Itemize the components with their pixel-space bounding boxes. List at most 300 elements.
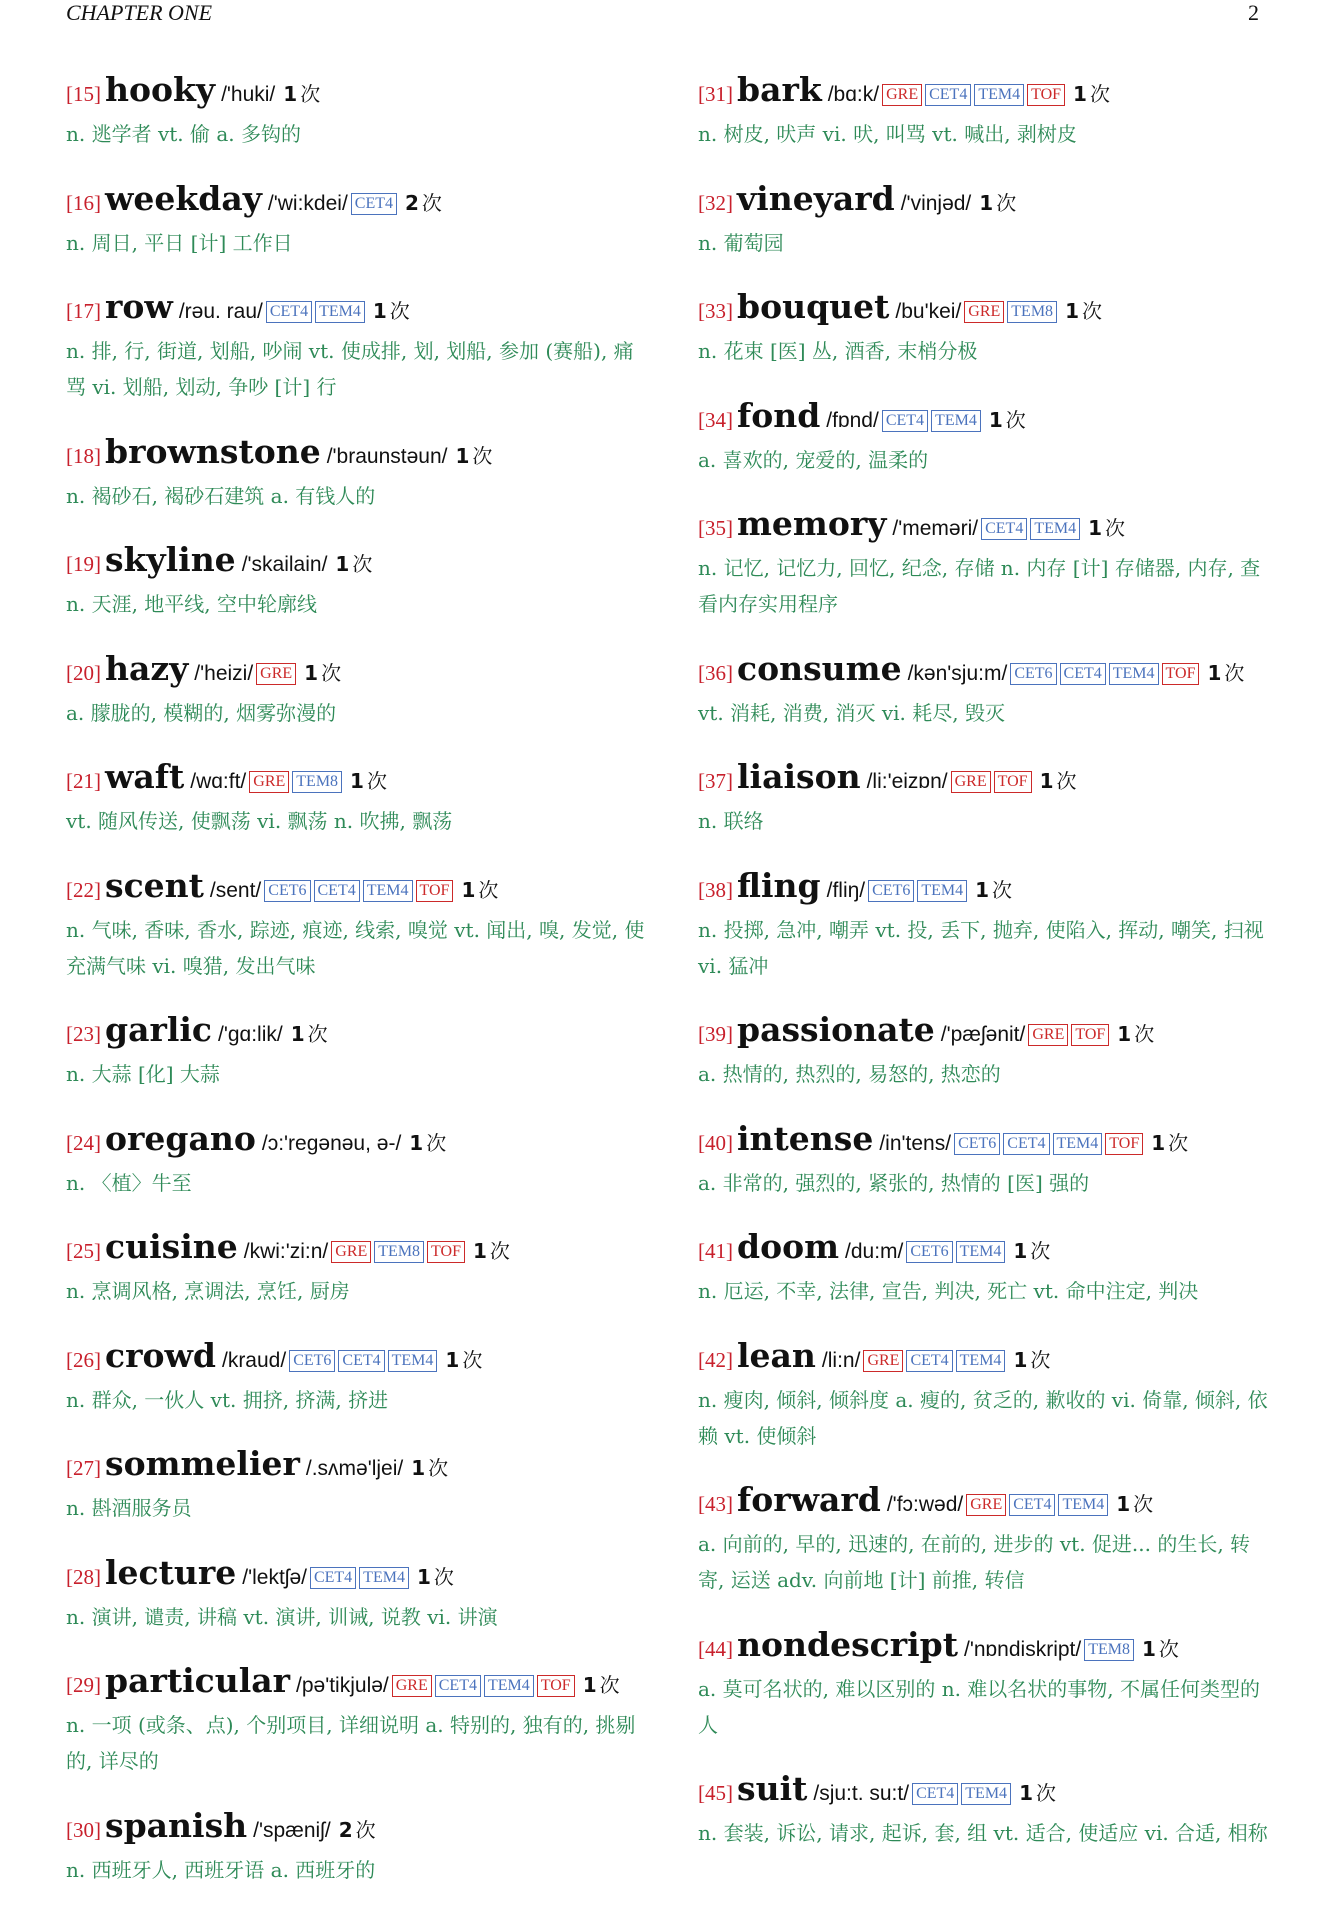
phonetic: /in'tens/ <box>879 1132 952 1155</box>
exam-tag-tem4: TEM4 <box>961 1783 1011 1805</box>
count-unit: 次 <box>1081 299 1102 323</box>
count-unit: 次 <box>472 444 493 468</box>
headword: lecture <box>105 1553 237 1592</box>
entry-number: [31] <box>698 82 733 106</box>
headword: lean <box>737 1336 816 1375</box>
exam-tags <box>961 303 1057 322</box>
vocab-entry <box>698 1336 1276 1454</box>
vocab-entry <box>66 757 646 839</box>
vocab-entry <box>698 1625 1276 1743</box>
phonetic: /bu'kei/ <box>895 300 962 323</box>
exam-tag-cet4: CET4 <box>314 880 360 902</box>
exam-tags <box>1081 1641 1134 1660</box>
phonetic: /'braunstəun/ <box>326 445 448 468</box>
phonetic: /fliŋ/ <box>826 879 866 902</box>
headword: fond <box>737 396 821 435</box>
phonetic: /li:'eizɒn/ <box>866 770 948 793</box>
entry-headline <box>66 287 646 333</box>
occurrence-count: 2 <box>338 1818 353 1842</box>
entry-number: [17] <box>66 299 101 323</box>
entry-number: [43] <box>698 1492 733 1516</box>
entry-headline <box>66 1806 646 1852</box>
phonetic: /pə'tikjulə/ <box>296 1674 389 1697</box>
exam-tag-cet6: CET6 <box>264 880 310 902</box>
entry-headline <box>66 866 646 912</box>
vocab-entry <box>698 504 1276 622</box>
count-unit: 次 <box>1056 769 1077 793</box>
entry-number: [29] <box>66 1673 101 1697</box>
definition: n. 葡萄园 <box>698 231 784 255</box>
entry-headline <box>66 1010 646 1056</box>
exam-tags <box>909 1785 1011 1804</box>
definition: n. 大蒜 [化] 大蒜 <box>66 1062 220 1086</box>
phonetic: /'meməri/ <box>892 517 979 540</box>
exam-tag-cet4: CET4 <box>1003 1133 1049 1155</box>
exam-tag-cet4: CET4 <box>981 518 1027 540</box>
entry-headline <box>66 1661 646 1707</box>
occurrence-count: 1 <box>1142 1637 1156 1661</box>
entry-headline <box>698 1119 1276 1165</box>
headword: scent <box>105 866 204 905</box>
count-unit: 次 <box>1030 1239 1051 1263</box>
headword: cuisine <box>105 1227 238 1266</box>
exam-tags <box>253 665 296 684</box>
vocab-entry <box>66 1010 646 1092</box>
phonetic: /sent/ <box>209 879 262 902</box>
vocab-entry <box>698 1769 1276 1851</box>
phonetic: /wɑ:ft/ <box>190 770 247 793</box>
entry-number: [37] <box>698 769 733 793</box>
exam-tag-tof: TOF <box>1071 1024 1109 1046</box>
occurrence-count: 2 <box>405 191 419 215</box>
entry-number: [23] <box>66 1022 101 1046</box>
exam-tag-cet6: CET6 <box>954 1133 1000 1155</box>
phonetic: /kən'sju:m/ <box>907 662 1008 685</box>
count-unit: 次 <box>421 191 442 215</box>
vocab-entry <box>66 1119 646 1201</box>
definition: a. 莫可名状的, 难以区别的 n. 难以名状的事物, 不属任何类型的人 <box>698 1677 1261 1737</box>
exam-tags <box>261 882 453 901</box>
entry-number: [18] <box>66 444 101 468</box>
definition: n. 记忆, 记忆力, 回忆, 纪念, 存储 n. 内存 [计] 存储器, 内存, 查看内存实用程序 <box>698 556 1261 616</box>
headword: fling <box>737 866 821 905</box>
definition: n. 排, 行, 街道, 划船, 吵闹 vt. 使成排, 划, 划船, 参加 (赛船), 痛骂 vi. 划船, 划动, 争吵 [计] 行 <box>66 339 634 399</box>
exam-tag-gre: GRE <box>966 1494 1006 1516</box>
vocab-entry <box>66 1661 646 1779</box>
phonetic: /kraud/ <box>221 1349 287 1372</box>
headword: bouquet <box>737 287 890 326</box>
phonetic: /kwi:'zi:n/ <box>243 1240 329 1263</box>
exam-tags <box>978 520 1080 539</box>
headword: brownstone <box>105 432 321 471</box>
exam-tags <box>860 1352 1005 1371</box>
exam-tag-tof: TOF <box>427 1241 465 1263</box>
definition: n. 周日, 平日 [计] 工作日 <box>66 231 293 255</box>
definition: n. 演讲, 谴责, 讲稿 vt. 演讲, 训诫, 说教 vi. 讲演 <box>66 1605 498 1629</box>
count-unit: 次 <box>352 552 373 576</box>
vocab-entry <box>66 1227 646 1309</box>
count-unit: 次 <box>996 191 1017 215</box>
entry-headline <box>66 1119 646 1165</box>
occurrence-count: 1 <box>1088 516 1103 540</box>
count-unit: 次 <box>1030 1348 1051 1372</box>
exam-tags <box>948 773 1032 792</box>
phonetic: /'wi:kdei/ <box>267 192 348 215</box>
occurrence-count: 1 <box>372 299 387 323</box>
headword: doom <box>737 1227 840 1266</box>
exam-tags <box>865 882 967 901</box>
entry-number: [38] <box>698 878 733 902</box>
entry-number: [21] <box>66 769 101 793</box>
headword: hazy <box>105 649 189 688</box>
entry-number: [16] <box>66 191 101 215</box>
definition: n. 树皮, 吠声 vi. 吠, 叫骂 vt. 喊出, 剥树皮 <box>698 122 1077 146</box>
exam-tag-tof: TOF <box>994 771 1032 793</box>
headword: bark <box>737 70 822 109</box>
exam-tags <box>328 1243 465 1262</box>
definition: n. 斟酒服务员 <box>66 1496 192 1520</box>
definition: n. 厄运, 不幸, 法律, 宣告, 判决, 死亡 vt. 命中注定, 判决 <box>698 1279 1199 1303</box>
count-unit: 次 <box>389 299 410 323</box>
headword: nondescript <box>737 1625 958 1664</box>
exam-tag-cet4: CET4 <box>1009 1494 1055 1516</box>
headword: waft <box>105 757 185 796</box>
vocab-entry <box>66 649 646 731</box>
vocab-entry <box>66 70 646 152</box>
exam-tag-tem4: TEM4 <box>1109 663 1159 685</box>
exam-tag-gre: GRE <box>863 1350 903 1372</box>
entry-headline <box>66 1227 646 1273</box>
vocab-entry <box>698 866 1276 984</box>
vocab-entry <box>698 1119 1276 1201</box>
definition: n. 花束 [医] 丛, 酒香, 末梢分极 <box>698 339 978 363</box>
count-unit: 次 <box>1158 1637 1179 1661</box>
phonetic: /fɒnd/ <box>826 409 879 432</box>
count-unit: 次 <box>428 1456 449 1480</box>
entry-headline <box>66 179 646 225</box>
exam-tag-tem4: TEM4 <box>484 1675 534 1697</box>
headword: oregano <box>105 1119 256 1158</box>
count-unit: 次 <box>1105 516 1126 540</box>
vocab-entry <box>698 70 1276 152</box>
vocab-entry <box>698 757 1276 839</box>
exam-tags <box>951 1135 1143 1154</box>
occurrence-count: 1 <box>290 1022 305 1046</box>
exam-tag-tem4: TEM4 <box>956 1350 1006 1372</box>
exam-tag-cet4: CET4 <box>906 1350 952 1372</box>
headword: hooky <box>105 70 216 109</box>
entry-headline <box>698 1336 1276 1382</box>
exam-tag-cet4: CET4 <box>1060 663 1106 685</box>
entry-number: [36] <box>698 661 733 685</box>
vocab-entry <box>66 432 646 514</box>
occurrence-count: 1 <box>350 769 364 793</box>
chapter-title: CHAPTER ONE <box>66 0 213 25</box>
headword: forward <box>737 1480 881 1519</box>
occurrence-count: 1 <box>1013 1348 1028 1372</box>
entry-headline <box>66 757 646 803</box>
entry-headline <box>66 1336 646 1382</box>
exam-tags <box>348 195 397 214</box>
vocab-entry <box>66 287 646 405</box>
occurrence-count: 1 <box>1207 661 1222 685</box>
count-unit: 次 <box>1134 1022 1155 1046</box>
entry-headline <box>698 649 1276 695</box>
entry-number: [19] <box>66 552 101 576</box>
vocab-entry <box>698 287 1276 369</box>
phonetic: /'nɒndiskript/ <box>963 1638 1082 1661</box>
phonetic: /'gɑ:lik/ <box>218 1023 283 1046</box>
occurrence-count: 1 <box>304 661 319 685</box>
count-unit: 次 <box>366 769 387 793</box>
exam-tags <box>389 1677 575 1696</box>
occurrence-count: 1 <box>411 1456 426 1480</box>
count-unit: 次 <box>1089 82 1110 106</box>
occurrence-count: 1 <box>445 1348 460 1372</box>
exam-tags <box>903 1243 1005 1262</box>
count-unit: 次 <box>300 82 321 106</box>
occurrence-count: 1 <box>988 408 1003 432</box>
definition: n. 西班牙人, 西班牙语 a. 西班牙的 <box>66 1858 376 1882</box>
entry-number: [41] <box>698 1239 733 1263</box>
entry-headline <box>66 540 646 586</box>
vocab-entry <box>66 1806 646 1888</box>
exam-tag-cet4: CET4 <box>266 301 312 323</box>
occurrence-count: 1 <box>416 1565 431 1589</box>
occurrence-count: 1 <box>1151 1131 1166 1155</box>
headword: particular <box>105 1661 291 1700</box>
vocab-entry <box>698 1010 1276 1092</box>
headword: memory <box>737 504 887 543</box>
definition: n. 一项 (或条、点), 个别项目, 详细说明 a. 特别的, 独有的, 挑剔的, 详尽的 <box>66 1713 636 1773</box>
entry-headline <box>66 649 646 695</box>
entry-headline <box>698 504 1276 550</box>
exam-tag-gre: GRE <box>331 1241 371 1263</box>
phonetic: /'vinjəd/ <box>900 192 972 215</box>
exam-tag-cet4: CET4 <box>435 1675 481 1697</box>
headword: liaison <box>737 757 861 796</box>
exam-tag-cet4: CET4 <box>912 1783 958 1805</box>
exam-tag-tem8: TEM8 <box>374 1241 424 1263</box>
vocab-entry <box>66 179 646 261</box>
exam-tag-tof: TOF <box>537 1675 575 1697</box>
exam-tag-gre: GRE <box>882 84 922 106</box>
definition: n. 天涯, 地平线, 空中轮廓线 <box>66 592 318 616</box>
entry-number: [33] <box>698 299 733 323</box>
count-unit: 次 <box>1133 1492 1154 1516</box>
exam-tag-gre: GRE <box>392 1675 432 1697</box>
definition: vt. 随风传送, 使飘荡 vi. 飘荡 n. 吹拂, 飘荡 <box>66 809 453 833</box>
exam-tags <box>307 1569 409 1588</box>
occurrence-count: 1 <box>335 552 350 576</box>
entry-headline <box>698 1010 1276 1056</box>
entry-number: [28] <box>66 1565 101 1589</box>
entry-headline <box>698 1227 1276 1273</box>
vocab-entry <box>66 1444 646 1526</box>
definition: a. 喜欢的, 宠爱的, 温柔的 <box>698 448 929 472</box>
entry-headline <box>698 396 1276 442</box>
exam-tag-tem4: TEM4 <box>974 84 1024 106</box>
phonetic: /'skailain/ <box>241 553 328 576</box>
count-unit: 次 <box>355 1818 376 1842</box>
phonetic: /'huki/ <box>221 83 276 106</box>
occurrence-count: 1 <box>1116 1492 1131 1516</box>
exam-tag-tem4: TEM4 <box>1030 518 1080 540</box>
definition: a. 热情的, 热烈的, 易怒的, 热恋的 <box>698 1062 1001 1086</box>
entry-headline <box>698 179 1276 225</box>
entry-headline <box>698 866 1276 912</box>
headword: garlic <box>105 1010 213 1049</box>
exam-tag-gre: GRE <box>249 771 289 793</box>
exam-tags <box>263 303 365 322</box>
occurrence-count: 1 <box>1065 299 1079 323</box>
exam-tag-tem8: TEM8 <box>1007 301 1057 323</box>
exam-tag-tem4: TEM4 <box>1058 1494 1108 1516</box>
exam-tag-gre: GRE <box>256 663 296 685</box>
definition: n. 烹调风格, 烹调法, 烹饪, 厨房 <box>66 1279 350 1303</box>
count-unit: 次 <box>478 878 499 902</box>
exam-tags <box>963 1496 1108 1515</box>
entry-number: [34] <box>698 408 733 432</box>
vocab-entry <box>66 1553 646 1635</box>
vocab-entry <box>66 1336 646 1418</box>
phonetic: /'spæniʃ/ <box>253 1819 331 1842</box>
entry-number: [40] <box>698 1131 733 1155</box>
count-unit: 次 <box>1035 1781 1056 1805</box>
headword: consume <box>737 649 902 688</box>
occurrence-count: 1 <box>409 1131 424 1155</box>
headword: vineyard <box>737 179 895 218</box>
occurrence-count: 1 <box>1039 769 1054 793</box>
phonetic: /bɑ:k/ <box>827 83 880 106</box>
definition: n. 套装, 诉讼, 请求, 起诉, 套, 组 vt. 适合, 使适应 vi. 合适, 相称 <box>698 1821 1268 1845</box>
definition: vt. 消耗, 消费, 消灭 vi. 耗尽, 毁灭 <box>698 701 1005 725</box>
exam-tag-gre: GRE <box>1028 1024 1068 1046</box>
count-unit: 次 <box>426 1131 447 1155</box>
phonetic: /rəu. rau/ <box>178 300 263 323</box>
headword: spanish <box>105 1806 248 1845</box>
headword: sommelier <box>105 1444 300 1483</box>
phonetic: /'fɔ:wəd/ <box>886 1493 964 1516</box>
entry-number: [44] <box>698 1637 733 1661</box>
count-unit: 次 <box>1168 1131 1189 1155</box>
phonetic: /'heizi/ <box>194 662 254 685</box>
exam-tag-cet6: CET6 <box>868 880 914 902</box>
definition: n. 气味, 香味, 香水, 踪迹, 痕迹, 线索, 嗅觉 vt. 闻出, 嗅, 发觉, 使充满气味 vi. 嗅猎, 发出气味 <box>66 918 645 978</box>
entry-number: [45] <box>698 1781 733 1805</box>
entry-headline <box>66 70 646 116</box>
exam-tag-tof: TOF <box>416 880 454 902</box>
exam-tag-cet4: CET4 <box>882 410 928 432</box>
exam-tag-gre: GRE <box>951 771 991 793</box>
vocab-entry <box>698 396 1276 478</box>
definition: n. 投掷, 急冲, 嘲弄 vt. 投, 丢下, 抛弃, 使陷入, 挥动, 嘲笑, 扫视 vi. 猛冲 <box>698 918 1264 978</box>
exam-tag-tem4: TEM4 <box>1053 1133 1103 1155</box>
occurrence-count: 1 <box>461 878 476 902</box>
count-unit: 次 <box>992 878 1013 902</box>
headword: intense <box>737 1119 874 1158</box>
definition: a. 非常的, 强烈的, 紧张的, 热情的 [医] 强的 <box>698 1171 1090 1195</box>
exam-tags <box>1025 1026 1109 1045</box>
headword: skyline <box>105 540 236 579</box>
exam-tags <box>246 773 342 792</box>
exam-tags <box>286 1352 437 1371</box>
right-column <box>698 70 1276 1878</box>
occurrence-count: 1 <box>455 444 470 468</box>
exam-tags <box>879 412 981 431</box>
left-column <box>66 70 646 1914</box>
occurrence-count: 1 <box>1117 1022 1132 1046</box>
entry-number: [26] <box>66 1348 101 1372</box>
definition: n. 褐砂石, 褐砂石建筑 a. 有钱人的 <box>66 484 376 508</box>
entry-number: [39] <box>698 1022 733 1046</box>
occurrence-count: 1 <box>283 82 298 106</box>
vocab-entry <box>698 649 1276 731</box>
exam-tag-tem4: TEM4 <box>917 880 967 902</box>
exam-tag-cet6: CET6 <box>289 1350 335 1372</box>
occurrence-count: 1 <box>582 1673 597 1697</box>
entry-number: [42] <box>698 1348 733 1372</box>
exam-tag-tof: TOF <box>1105 1133 1143 1155</box>
entry-number: [24] <box>66 1131 101 1155</box>
entry-headline <box>66 432 646 478</box>
exam-tag-cet4: CET4 <box>351 193 397 215</box>
entry-number: [25] <box>66 1239 101 1263</box>
exam-tag-cet6: CET6 <box>906 1241 952 1263</box>
entry-headline <box>698 1625 1276 1671</box>
exam-tag-tof: TOF <box>1027 84 1065 106</box>
phonetic: /du:m/ <box>845 1240 904 1263</box>
entry-headline <box>66 1444 646 1490</box>
exam-tag-tem4: TEM4 <box>956 1241 1006 1263</box>
phonetic: /'pæʃənit/ <box>940 1023 1026 1046</box>
exam-tag-tof: TOF <box>1162 663 1200 685</box>
entry-number: [30] <box>66 1818 101 1842</box>
entry-number: [32] <box>698 191 733 215</box>
phonetic: /sju:t. su:t/ <box>813 1782 910 1805</box>
definition: n. 瘦肉, 倾斜, 倾斜度 a. 瘦的, 贫乏的, 歉收的 vi. 倚靠, 倾斜, 依赖 vt. 使倾斜 <box>698 1388 1268 1448</box>
occurrence-count: 1 <box>1073 82 1087 106</box>
headword: crowd <box>105 1336 216 1375</box>
definition: a. 向前的, 早的, 迅速的, 在前的, 进步的 vt. 促进... 的生长, 转寄, 运送 adv. 向前地 [计] 前推, 转信 <box>698 1532 1251 1592</box>
vocab-entry <box>66 866 646 984</box>
phonetic: /'lektʃə/ <box>242 1566 307 1589</box>
vocab-entry <box>698 179 1276 261</box>
page-number: 2 <box>1248 0 1259 25</box>
entry-headline <box>698 1480 1276 1526</box>
exam-tag-cet4: CET4 <box>310 1567 356 1589</box>
entry-number: [27] <box>66 1456 101 1480</box>
exam-tag-tem4: TEM4 <box>363 880 413 902</box>
exam-tag-tem4: TEM4 <box>359 1567 409 1589</box>
headword: suit <box>737 1769 808 1808</box>
entry-headline <box>698 287 1276 333</box>
definition: n. 〈植〉牛至 <box>66 1171 192 1195</box>
count-unit: 次 <box>489 1239 510 1263</box>
count-unit: 次 <box>433 1565 454 1589</box>
definition: n. 逃学者 vt. 偷 a. 多钩的 <box>66 122 301 146</box>
definition: n. 群众, 一伙人 vt. 拥挤, 挤满, 挤进 <box>66 1388 389 1412</box>
exam-tag-tem8: TEM8 <box>1084 1639 1134 1661</box>
count-unit: 次 <box>462 1348 483 1372</box>
phonetic: /ɔ:'regənəu, ə-/ <box>261 1132 402 1155</box>
exam-tags <box>879 86 1065 105</box>
exam-tag-tem4: TEM4 <box>388 1350 438 1372</box>
count-unit: 次 <box>307 1022 328 1046</box>
entry-headline <box>698 70 1276 116</box>
vocab-entry <box>698 1227 1276 1309</box>
occurrence-count: 1 <box>1019 1781 1033 1805</box>
